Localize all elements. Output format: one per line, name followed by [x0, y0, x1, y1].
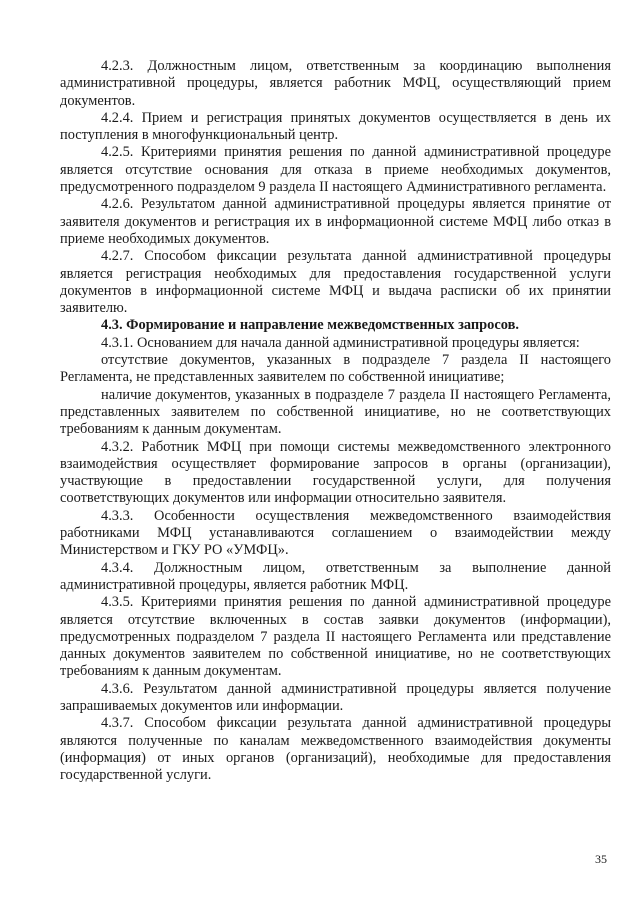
document-body: [60, 58, 611, 784]
paragraph-4-3-4: 4.3.4. Должностным лицом, ответственным за выполнение данной административной процедуры, является работник МФЦ.: [60, 559, 611, 593]
paragraph-4-3-1-item-2: наличие документов, указанных в подразделе 7 раздела II настоящего Регламента, представленных заявителем по собственной инициативе, но не соответствующих требованиям к данным документам.: [60, 386, 611, 438]
paragraph-4-2-5: 4.2.5. Критериями принятия решения по данной административной процедуре является отсутствие основания для отказа в приеме необходимых документов, предусмотренного подразделом 9 раздела II настоящего Административного регламента.: [60, 144, 611, 196]
paragraph-4-3-7: 4.3.7. Способом фиксации результата данной административной процедуры являются полученные по каналам межведомственного взаимодействия документы (информация) от иных органов (организаций), необходимые для предоставления государственной услуги.: [60, 715, 611, 784]
paragraph-4-3-6: 4.3.6. Результатом данной административной процедуры является получение запрашиваемых документов или информации.: [60, 680, 611, 714]
paragraph-4-3-1: 4.3.1. Основанием для начала данной административной процедуры является:: [101, 334, 580, 351]
paragraph-4-2-4: 4.2.4. Прием и регистрация принятых документов осуществляется в день их поступления в многофункциональный центр.: [60, 109, 611, 144]
section-heading-4-3: 4.3. Формирование и направление межведомственных запросов.: [101, 317, 519, 334]
paragraph-4-3-5: 4.3.5. Критериями принятия решения по данной административной процедуре является отсутствие включенных в состав заявки документов (информации), предусмотренных подразделом 7 раздела II настоящего Регламента или представление данных документов заявителем по собственной инициативе, но не соответствующих требованиям к данным документам.: [60, 594, 611, 680]
page-number: 35: [595, 852, 607, 866]
paragraph-4-3-1-item-1: отсутствие документов, указанных в подразделе 7 раздела II настоящего Регламента, не представленных заявителем по собственной инициативе;: [60, 352, 611, 386]
paragraph-4-3-3: 4.3.3. Особенности осуществления межведомственного взаимодействия работниками МФЦ устанавливаются соглашением о взаимодействии между Министерством и ГКУ РО «УМФЦ».: [60, 507, 611, 559]
paragraph-4-2-6: 4.2.6. Результатом данной административной процедуры является принятие от заявителя документов и регистрация их в информационной системе МФЦ либо отказ в приеме необходимых документов.: [60, 196, 611, 247]
paragraph-4-2-3: 4.2.3. Должностным лицом, ответственным за координацию выполнения административной процедуры, является работник МФЦ, осуществляющий прием документов.: [60, 58, 611, 109]
paragraph-4-3-2: 4.3.2. Работник МФЦ при помощи системы межведомственного электронного взаимодействия осуществляет формирование запросов в органы (организации), участвующие в предоставлении государственной услуги, для получения соответствующих документов или информации относительно заявителя.: [60, 438, 611, 507]
paragraph-4-2-7: 4.2.7. Способом фиксации результата данной административной процедуры является регистрация необходимых для предоставления государственной услуги документов в информационной системе МФЦ и выдача расписки об их принятии заявителю.: [60, 248, 611, 317]
